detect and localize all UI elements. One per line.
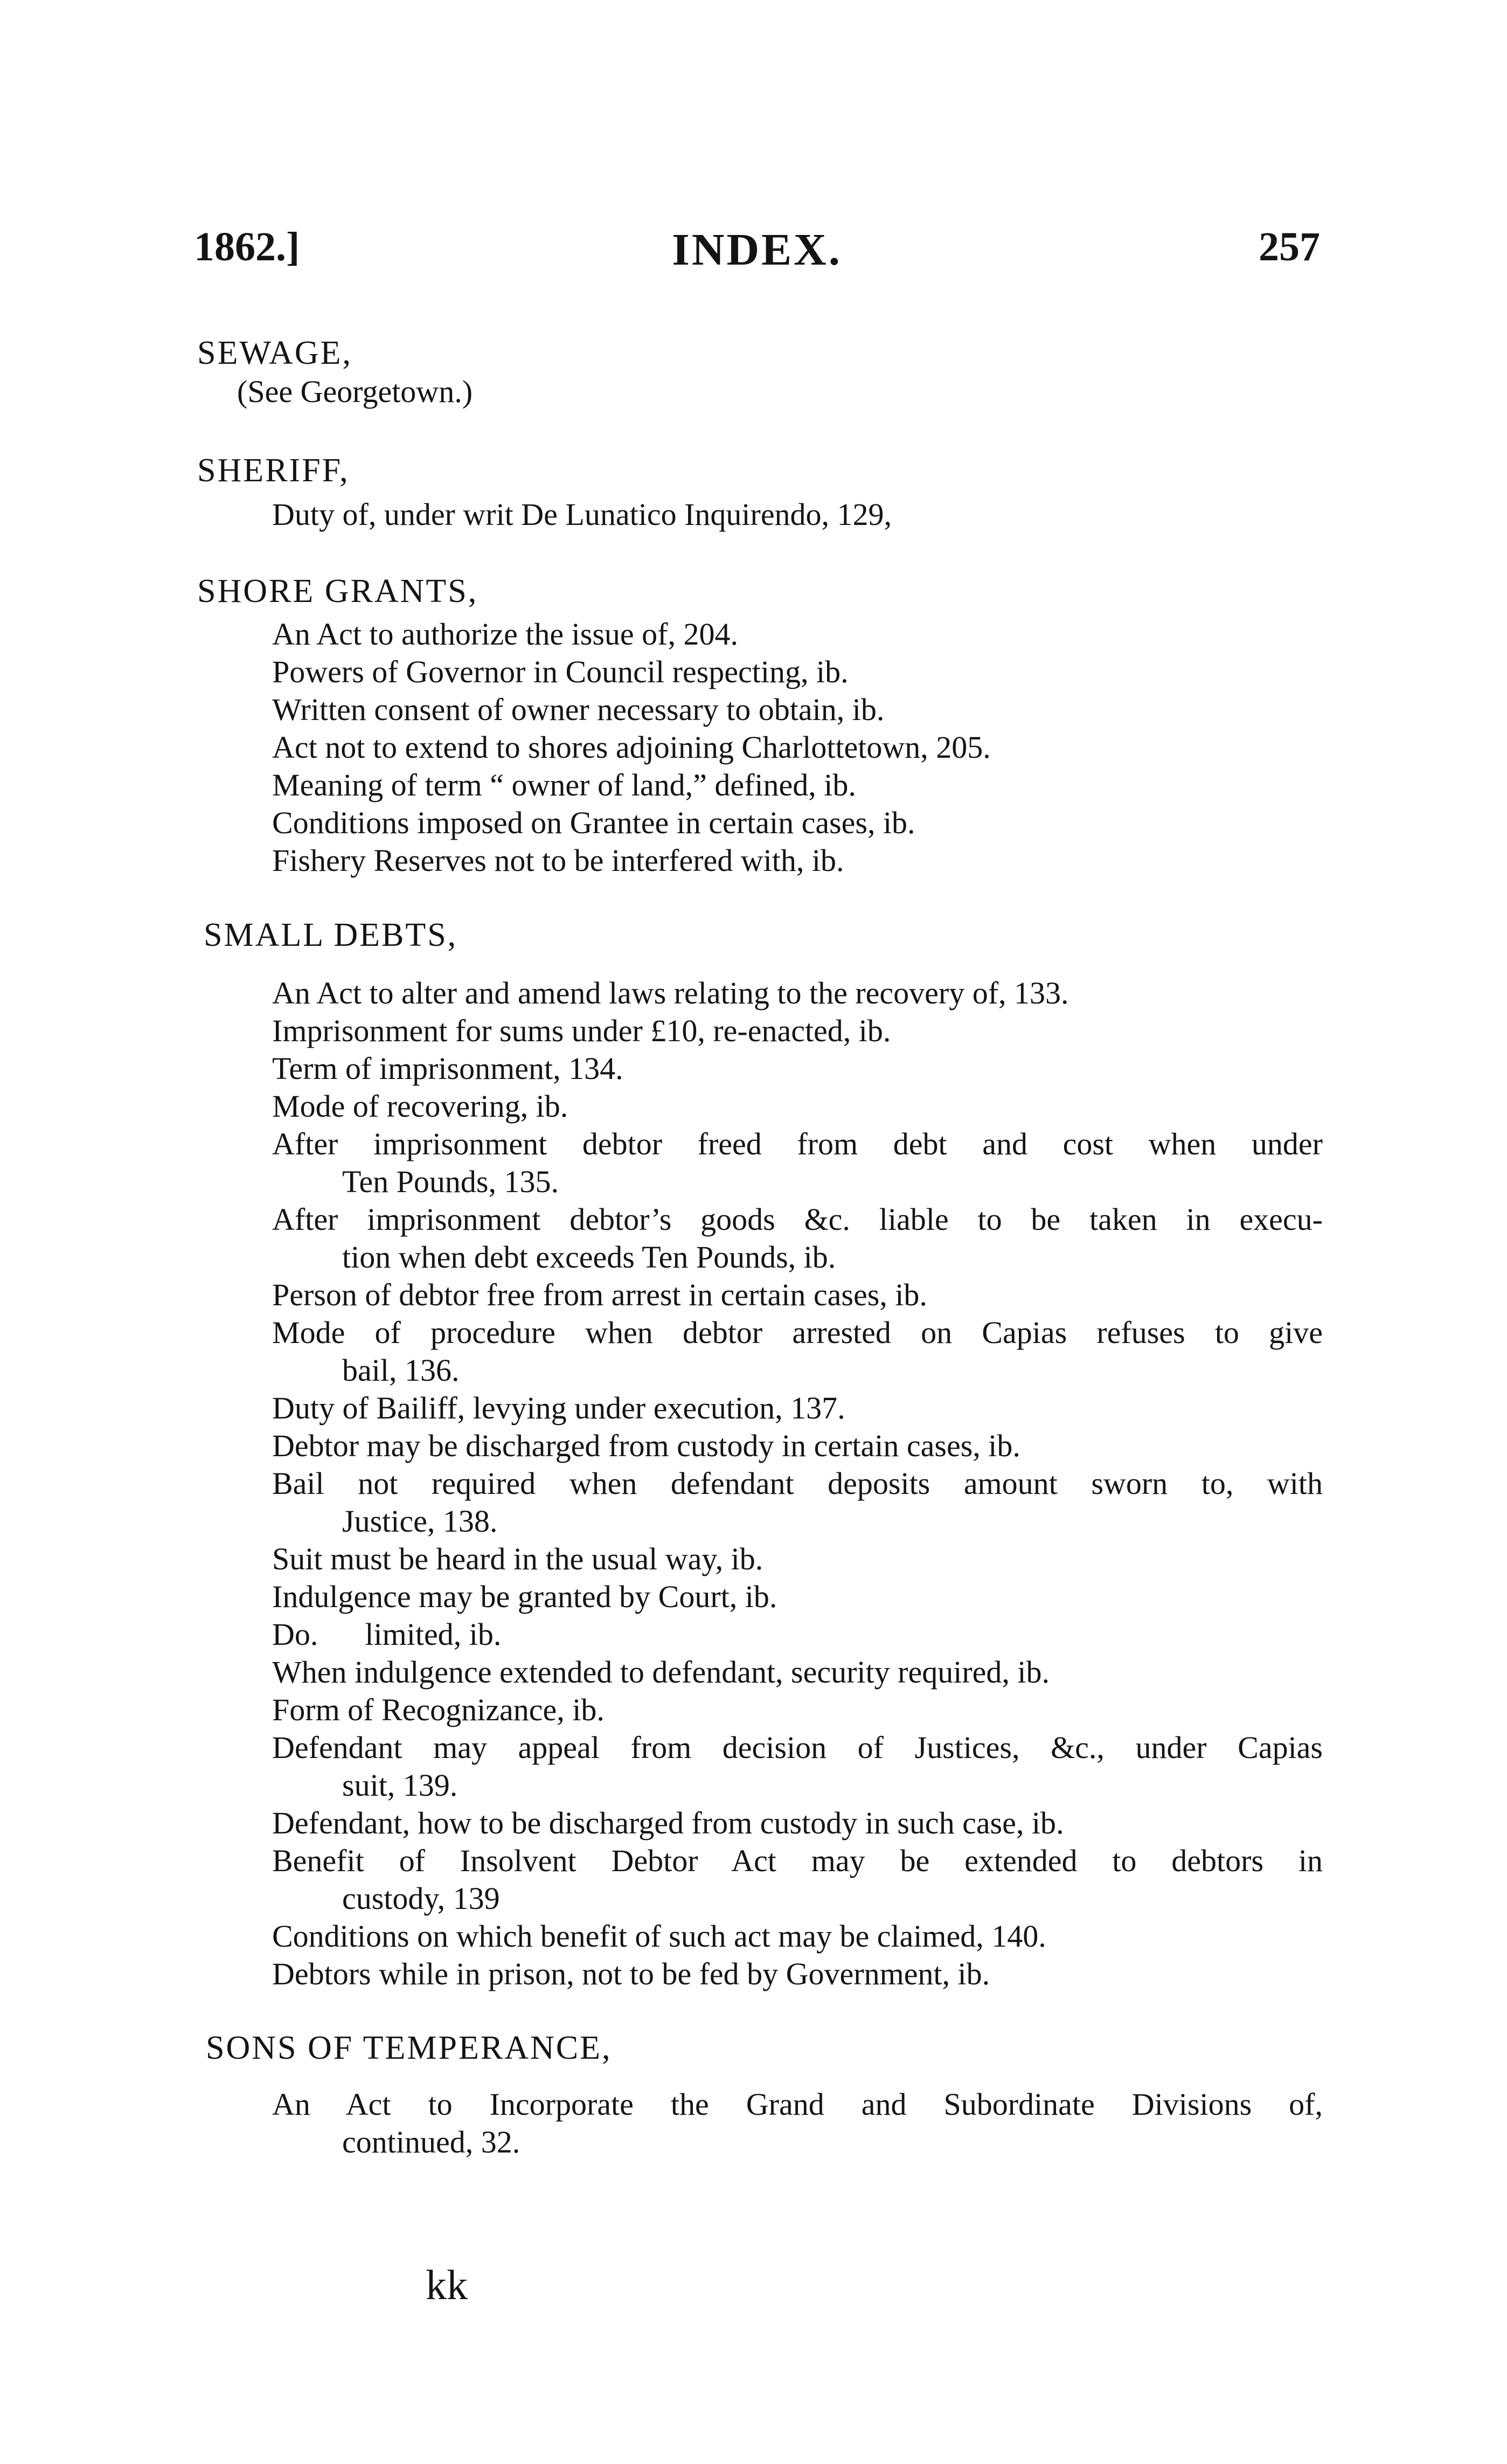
- entry-line-continued: bail, 136.: [342, 1353, 460, 1388]
- signature-mark: kk: [426, 2261, 468, 2308]
- entry-line: Benefit of Insolvent Debtor Act may be extended to debtors in: [272, 1843, 1323, 1878]
- entry-line: Bail not required when defendant deposits amount sworn to, with: [272, 1466, 1323, 1501]
- header-title: INDEX.: [672, 225, 842, 275]
- heading-sheriff: SHERIFF,: [197, 452, 350, 489]
- entry-line: Duty of Bailiff, levying under execution, 137.: [272, 1390, 845, 1425]
- entry-line: Term of imprisonment, 134.: [272, 1051, 623, 1086]
- entry-line: Mode of procedure when debtor arrested on Capias refuses to give: [272, 1315, 1323, 1350]
- entry-line-continued: suit, 139.: [342, 1768, 458, 1803]
- entry-line: Defendant may appeal from decision of Justices, &c., under Capias: [272, 1730, 1323, 1765]
- entry-line: Conditions imposed on Grantee in certain cases, ib.: [272, 805, 915, 840]
- entry-line: Suit must be heard in the usual way, ib.: [272, 1541, 763, 1576]
- header-page-number: 257: [1259, 224, 1320, 269]
- heading-shore-grants: SHORE GRANTS,: [197, 573, 478, 610]
- entry-sheriff-duty-text: Duty of, under writ De Lunatico Inquirendo, 129,: [272, 497, 892, 532]
- entry-line-continued: continued, 32.: [342, 2124, 520, 2160]
- entry-line: An Act to authorize the issue of, 204.: [272, 617, 738, 652]
- entry-line: Indulgence may be granted by Court, ib.: [272, 1579, 777, 1614]
- heading-sewage: SEWAGE,: [197, 335, 352, 371]
- entry-line: Meaning of term “ owner of land,” defined, ib.: [272, 767, 856, 802]
- entry-line: Written consent of owner necessary to obtain, ib.: [272, 692, 885, 727]
- entry-line: Defendant, how to be discharged from custody in such case, ib.: [272, 1805, 1064, 1840]
- entry-line: Imprisonment for sums under £10, re-enacted, ib.: [272, 1013, 891, 1048]
- entry-line: Act not to extend to shores adjoining Charlottetown, 205.: [272, 730, 991, 765]
- page-header: [194, 224, 1320, 283]
- entry-sheriff-duty: [272, 496, 892, 534]
- entry-line: Do. limited, ib.: [272, 1617, 502, 1652]
- entry-line: Conditions on which benefit of such act may be claimed, 140.: [272, 1919, 1046, 1954]
- entry-line-continued: custody, 139: [342, 1881, 500, 1916]
- header-year: 1862.]: [194, 224, 300, 269]
- entry-line: Fishery Reserves not to be interfered with, ib.: [272, 843, 844, 878]
- heading-sons-of-temperance: SONS OF TEMPERANCE,: [206, 2030, 612, 2066]
- entry-line-continued: Ten Pounds, 135.: [342, 1164, 559, 1199]
- heading-small-debts: SMALL DEBTS,: [204, 917, 458, 953]
- entry-line: Form of Recognizance, ib.: [272, 1692, 605, 1727]
- entry-line: Debtors while in prison, not to be fed by Government, ib.: [272, 1956, 990, 1991]
- entry-line: An Act to alter and amend laws relating to the recovery of, 133.: [272, 975, 1069, 1010]
- entry-sewage-see: (See Georgetown.): [237, 374, 473, 409]
- entry-line: When indulgence extended to defendant, security required, ib.: [272, 1655, 1050, 1690]
- entry-line-continued: tion when debt exceeds Ten Pounds, ib.: [342, 1240, 836, 1275]
- entry-line: Person of debtor free from arrest in certain cases, ib.: [272, 1277, 927, 1312]
- entry-line-continued: Justice, 138.: [342, 1504, 498, 1539]
- entry-line: After imprisonment debtor’s goods &c. liable to be taken in execu-: [272, 1202, 1323, 1237]
- entry-line: Mode of recovering, ib.: [272, 1089, 568, 1124]
- entry-line: An Act to Incorporate the Grand and Subordinate Divisions of,: [272, 2087, 1323, 2122]
- entry-line: Debtor may be discharged from custody in certain cases, ib.: [272, 1428, 1020, 1463]
- entry-line: Powers of Governor in Council respecting, ib.: [272, 654, 849, 689]
- entry-line: After imprisonment debtor freed from debt and cost when under: [272, 1126, 1323, 1161]
